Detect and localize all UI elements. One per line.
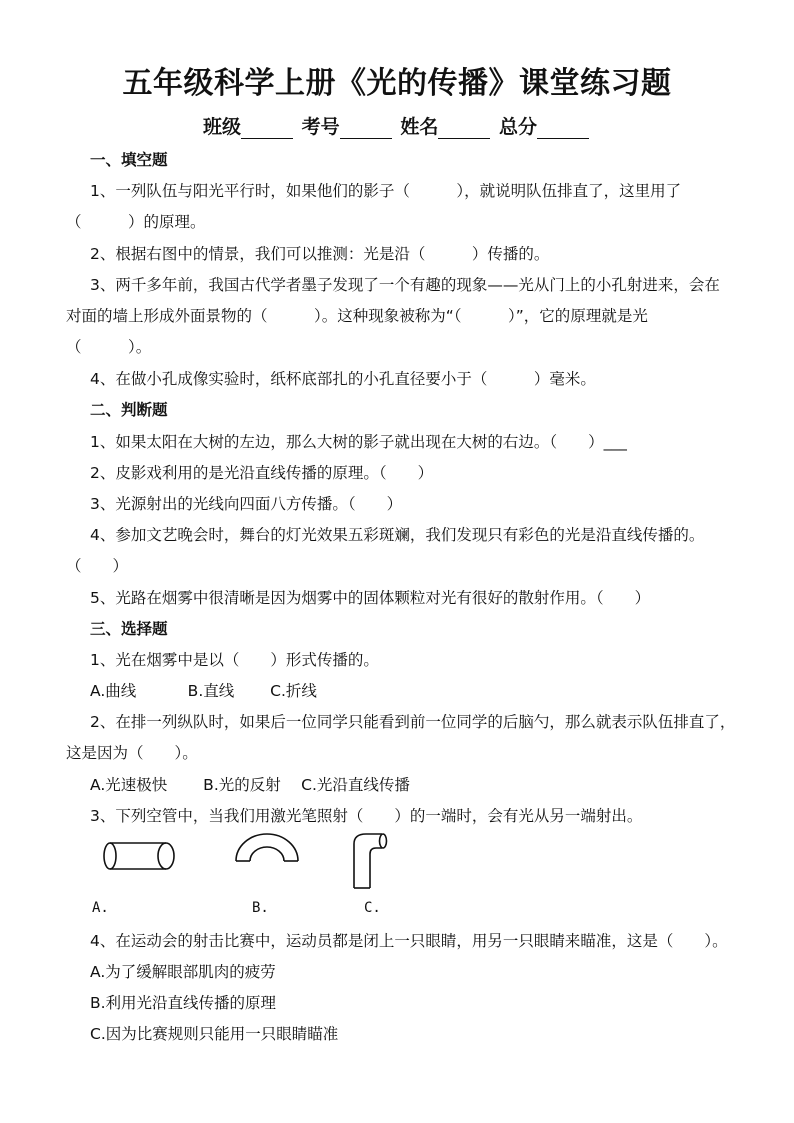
choice-q1-options: A.曲线 B.直线 C.折线: [90, 682, 317, 700]
fill-blank-q2: 2、根据右图中的情景，我们可以推测：光是沿（ ）传播的。: [90, 245, 550, 263]
score-blank[interactable]: [537, 120, 589, 139]
choice-q3: 3、下列空管中，当我们用激光笔照射（ ）的一端时，会有光从另一端射出。: [90, 807, 643, 825]
choice-q1: 1、光在烟雾中是以（ ）形式传播的。: [90, 651, 379, 669]
section-fill-blank-heading: 一、填空题: [90, 151, 168, 169]
judgement-q4-cont: （ ）: [66, 557, 129, 575]
judgement-q4: 4、参加文艺晚会时，舞台的灯光效果五彩斑斓，我们发现只有彩色的光是沿直线传播的。: [90, 526, 705, 544]
fill-blank-q1-cont: （ ）的原理。: [66, 213, 206, 231]
class-label: 班级: [203, 116, 242, 138]
choice-q4-option-a: A.为了缓解眼部肌肉的疲劳: [90, 963, 276, 981]
arc-tube-figure: [236, 834, 298, 861]
choice-q4-option-b: B.利用光沿直线传播的原理: [90, 994, 277, 1012]
name-blank[interactable]: [438, 120, 490, 139]
figure-option-a: A.: [92, 900, 109, 916]
straight-tube-figure: [104, 843, 174, 869]
tube-figures: [100, 832, 420, 892]
judgement-q1: 1、如果太阳在大树的左边，那么大树的影子就出现在大树的右边。（ ）___: [90, 433, 627, 451]
judgement-q2: 2、皮影戏利用的是光沿直线传播的原理。（ ）: [90, 464, 434, 482]
fill-blank-q1: 1、一列队伍与阳光平行时，如果他们的影子（ ），就说明队伍排直了，这里用了: [90, 182, 682, 200]
choice-q4-option-c: C.因为比赛规则只能用一只眼睛瞄准: [90, 1025, 339, 1043]
fill-blank-q3-end: （ ）。: [66, 338, 152, 356]
student-info-line: [0, 112, 794, 139]
choice-q2-options: A.光速极快 B.光的反射 C.光沿直线传播: [90, 776, 410, 794]
fill-blank-q3-cont: 对面的墙上形成外面景物的（ ）。这种现象被称为“（ ）”，它的原理就是光: [66, 307, 648, 325]
choice-q4: 4、在运动会的射击比赛中，运动员都是闭上一只眼睛，用另一只眼睛来瞄准，这是（ ）。: [90, 932, 728, 950]
section-judgement-heading: 二、判断题: [90, 401, 168, 419]
class-blank[interactable]: [241, 120, 293, 139]
bent-tube-figure: [354, 834, 387, 888]
section-choice-heading: 三、选择题: [90, 620, 168, 638]
fill-blank-q4: 4、在做小孔成像实验时，纸杯底部扎的小孔直径要小于（ ）毫米。: [90, 370, 596, 388]
judgement-q5: 5、光路在烟雾中很清晰是因为烟雾中的固体颗粒对光有很好的散射作用。（ ）: [90, 589, 651, 607]
choice-q2-cont: 这是因为（ ）。: [66, 744, 198, 762]
exam-number-blank[interactable]: [340, 120, 392, 139]
page-title: 五年级科学上册《光的传播》课堂练习题: [122, 66, 672, 101]
judgement-q3: 3、光源射出的光线向四面八方传播。（ ）: [90, 495, 403, 513]
exam-number-label: 考号: [301, 116, 340, 138]
name-label: 姓名: [400, 116, 439, 138]
choice-q2: 2、在排一列纵队时，如果后一位同学只能看到前一位同学的后脑勺，那么就表示队伍排直了，: [90, 713, 736, 731]
figure-option-c: C.: [364, 900, 381, 916]
fill-blank-q3: 3、两千多年前，我国古代学者墨子发现了一个有趣的现象——光从门上的小孔射进来，会在: [90, 276, 720, 294]
score-label: 总分: [498, 116, 537, 138]
figure-option-b: B.: [252, 900, 269, 916]
